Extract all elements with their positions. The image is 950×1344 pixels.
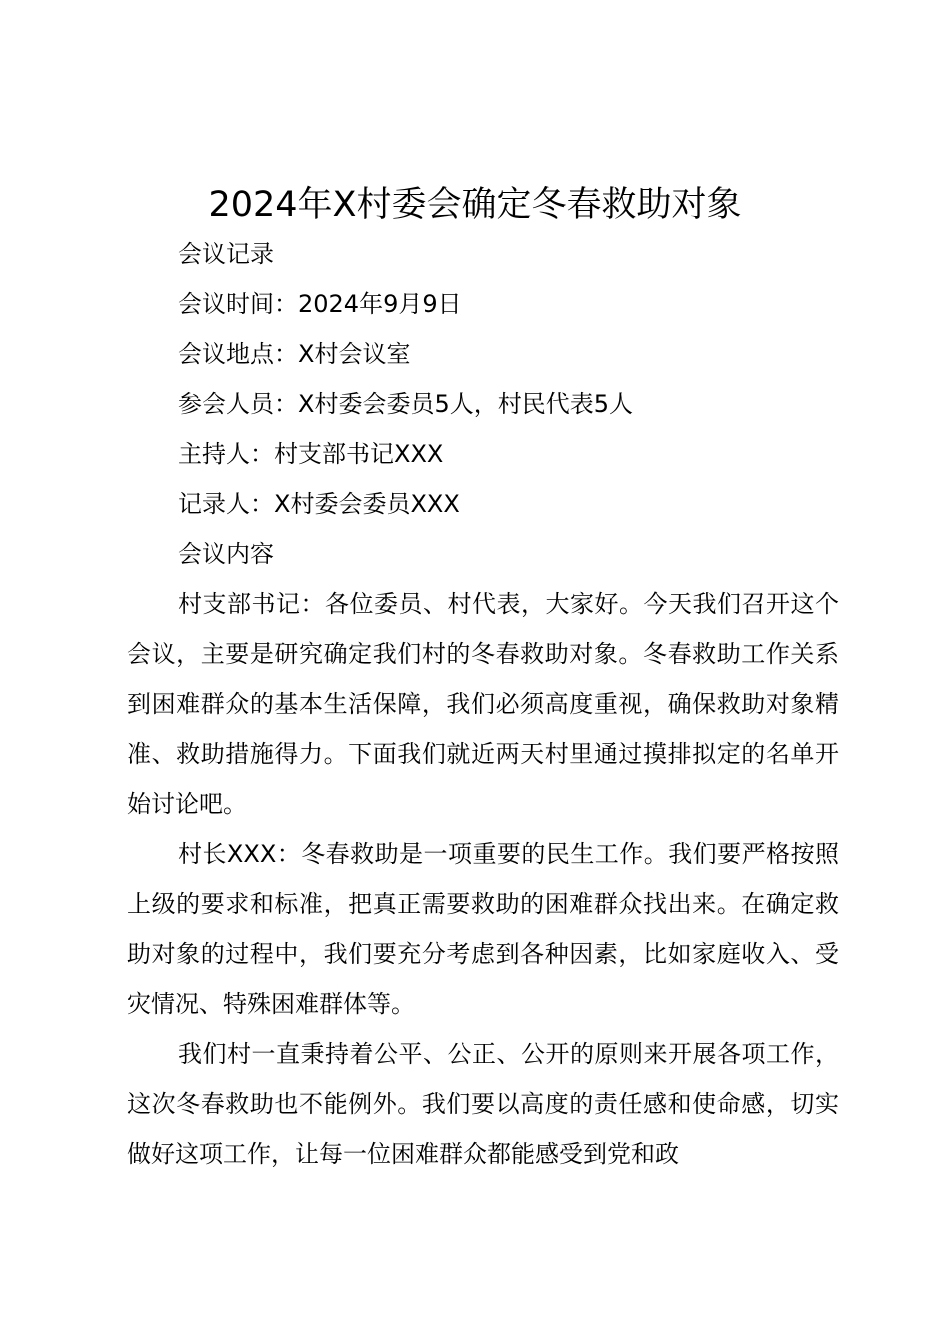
- meeting-time: 会议时间：2024年9月9日: [178, 290, 462, 318]
- document-title: 2024年X村委会确定冬春救助对象: [208, 185, 742, 225]
- meeting-attendees: 参会人员：X村委会委员5人，村民代表5人: [178, 390, 633, 418]
- meeting-location: 会议地点：X村会议室: [178, 340, 411, 368]
- paragraph-secretary-speech: 村支部书记：各位委员、村代表，大家好。今天我们召开这个会议，主要是研究确定我们村的冬春救助对象。冬春救助工作关系到困难群众的基本生活保障，我们必须高度重视，确保救助对象精准、救助措施得力。下面我们就近两天村里通过摸排拟定的名单开始讨论吧。: [127, 590, 839, 818]
- meeting-record-heading: 会议记录: [178, 240, 274, 268]
- meeting-recorder: 记录人：X村委会委员XXX: [178, 490, 460, 518]
- meeting-host: 主持人：村支部书记XXX: [178, 440, 444, 468]
- paragraph-village-head-speech: 村长XXX：冬春救助是一项重要的民生工作。我们要严格按照上级的要求和标准，把真正需要救助的困难群众找出来。在确定救助对象的过程中，我们要充分考虑到各种因素，比如家庭收入、受灾情况、特殊困难群体等。: [127, 840, 839, 1018]
- paragraph-principles: 我们村一直秉持着公平、公正、公开的原则来开展各项工作，这次冬春救助也不能例外。我们要以高度的责任感和使命感，切实做好这项工作，让每一位困难群众都能感受到党和政: [127, 1040, 839, 1168]
- meeting-content-heading: 会议内容: [178, 540, 274, 568]
